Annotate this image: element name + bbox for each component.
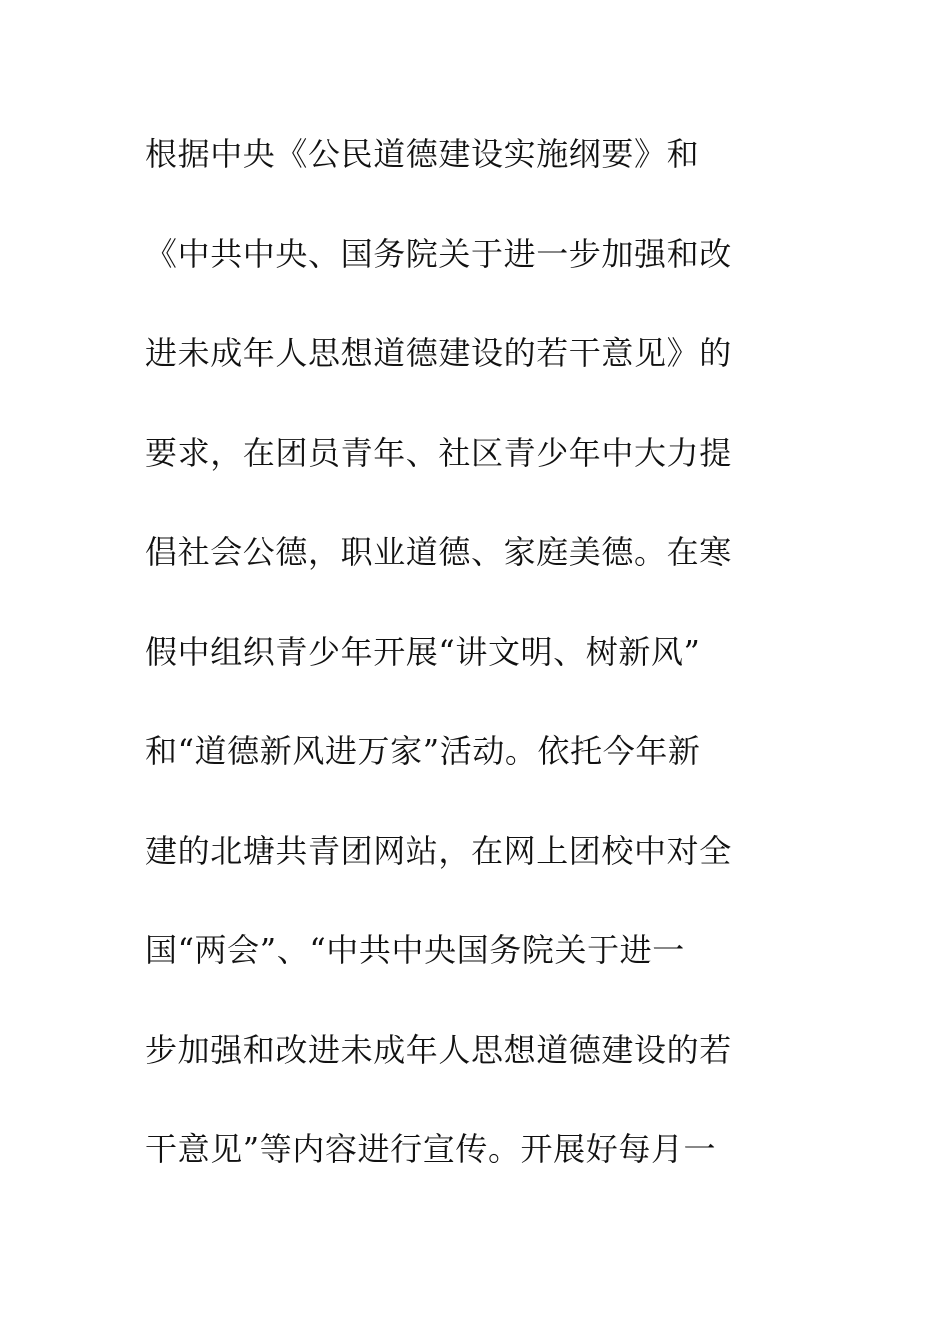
text-line: 步加强和改进未成年人思想道德建设的若 (145, 1030, 732, 1069)
text-line: 和“道德新风进万家”活动。依托今年新 (145, 732, 701, 770)
text-line: 建的北塘共青团网站，在网上团校中对全 (145, 831, 732, 870)
text-line: 要求，在团员青年、社区青少年中大力提 (145, 433, 732, 472)
text-line: 根据中央《公民道德建设实施纲要》和 (145, 135, 700, 173)
text-line: 国“两会”、“中共中央国务院关于进一 (145, 931, 685, 969)
text-line: 《中共中央、国务院关于进一步加强和改 (145, 234, 732, 273)
text-line: 假中组织青少年开展“讲文明、树新风” (145, 632, 701, 671)
text-line: 进未成年人思想道德建设的若干意见》的 (145, 334, 732, 372)
text-line: 倡社会公德，职业道德、家庭美德。在寒 (145, 533, 732, 571)
text-line: 干意见”等内容进行宣传。开展好每月一 (145, 1130, 717, 1168)
body-text (145, 126, 785, 1221)
